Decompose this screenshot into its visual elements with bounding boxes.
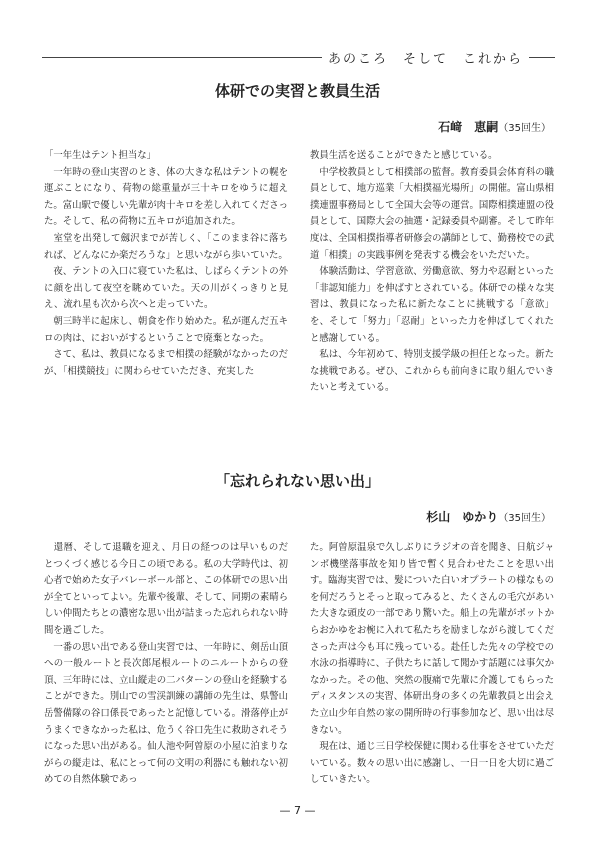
article-1-author: 石﨑 恵嗣 <box>438 120 499 134</box>
paragraph: 夜、テントの入口に寝ていた私は、しばらくテントの外に顔を出して夜空を眺めていた。天の川がくっきりと見え、流れ星も次から次へと走っていた。 <box>44 266 288 311</box>
header-rule-left <box>42 57 322 58</box>
paragraph: 「一年生はテント担当な」 <box>44 150 157 161</box>
series-header <box>42 48 555 66</box>
header-rule-right <box>529 57 555 58</box>
paragraph: 一年時の登山実習のとき、体の大きな私はテントの幌を運ぶことになり、荷物の総重量が三十キロをゆうに超えた。富山駅で優しい先輩が肉十キロを差し入れてくださった。そして、私の荷物に五キロが追加された。 <box>44 166 288 228</box>
paragraph: 私は、今年初めて、特別支援学級の担任となった。新たな挑戦である。ぜひ、これからも前向きに取り組んでいきたいと考えている。 <box>310 349 554 394</box>
paragraph: 室堂を出発して劔沢までが苦しく、「このまま谷に落ちれば、どんなにか楽だろうな」と思いながら歩いていた。 <box>44 232 288 261</box>
article-2-author: 杉山 ゆかり <box>426 510 499 524</box>
paragraph: さて、私は、教員になるまで相撲の経験がなかったのだが、「相撲競技」に関わらせていただき、充実した <box>44 349 288 377</box>
paragraph: 朝三時半に起床し、朝食を作り始めた。私が運んだ五キロの肉は、においがするということで廃棄となった。 <box>44 315 288 344</box>
page-number: — 7 — <box>279 804 316 817</box>
paragraph: 一番の思い出である登山実習では、一年時に、剣岳山頂への一般ルートと長次郎尾根ルートのニルートからの登頂、三年時には、立山縦走の二パターンの登山を経験することができた。別山での雪渓訓練の講師の先生は、県警山岳警備隊の谷口係長であったと記憶している。滑落停止がうまくできなかった私は、危うく谷口先生に救助されそうになった思い出がある。仙人池や阿曽原の小屋に泊まりながらの縦走は、私にとって何の文明の利器にも触れない初めての自然体験であっ <box>44 641 288 786</box>
paragraph: 教員生活を送ることができたと感じている。 <box>310 150 498 161</box>
article-1-left-column <box>44 148 288 380</box>
paragraph: 現在は、通じ三日学校保健に関わる仕事をさせていただいている。数々の思い出に感謝し、一日一日を大切に過ごしていきたい。 <box>310 741 554 786</box>
paragraph: 還暦、そして退職を迎え、月日の経つのは早いものだとつくづく感じる今日この頃である。私の大学時代は、初心者で始めた女子バレーボール部と、この体研での思い出が全てといってよい。先輩や後輩、そして、同期の素晴らしい仲間たちとの濃密な思い出が詰まった忘れられない時間を過ごした。 <box>44 542 288 636</box>
article-1-generation: （35回生） <box>498 123 551 134</box>
article-2-right-column <box>310 540 554 789</box>
article-1-byline <box>438 118 551 135</box>
article-2-left-column <box>44 540 288 789</box>
series-title: あのころ そして これから <box>327 51 523 67</box>
paragraph: 中学校教員として相撲部の監督。教育委員会体育科の職員として、地方巡業「大相撲福光場所」の開催。富山県相撲連盟事務局として全国大会等の運営。国際相撲連盟の役員として、国際大会の抽選・記録委員や副審。そして昨年度は、全国相撲指導者研修会の講師として、勤務校での武道「相撲」の実践事例を発表する機会をいただいた。 <box>310 166 554 261</box>
article-2-title: 「忘れられない思い出」 <box>214 472 380 490</box>
paragraph: た。阿曽原温泉で久しぶりにラジオの音を聞き、日航ジャンボ機墜落事故を知り皆で暫く見合わせたことを思い出す。臨海実習では、髪についた白いオプラートの様なものを何だろうとそっと取ってみると、たくさんの毛穴があいた大きな頭皮の一部であり驚いた。船上の先輩がポットからおかゆをお椀に入れて私たちを励ましながら渡してくださった声は今も耳に残っている。赴任した先々の学校での水泳の指導時に、子供たちに話して聞かす話題には事欠かなかった。その他、突然の腹痛で先輩に介護してもらったディスタンスの実習、体研出身の多くの先輩教員と出会えた立山少年自然の家の開所時の行事参加など、思い出は尽きない。 <box>310 542 554 736</box>
article-2-generation: （35回生） <box>498 513 551 524</box>
paragraph: 体験活動は、学習意欲、労働意欲、努力や忍耐といった「非認知能力」を伸ばすとされている。体研での様々な実習は、教員になった私に新たなことに挑戦する「意欲」を、そして「努力」「忍耐」といった力を伸ばしてくれたと感謝している。 <box>310 266 554 344</box>
article-1-right-column <box>310 148 554 397</box>
article-1-title: 体研での実習と教員生活 <box>214 82 380 100</box>
article-2-byline <box>426 508 551 525</box>
